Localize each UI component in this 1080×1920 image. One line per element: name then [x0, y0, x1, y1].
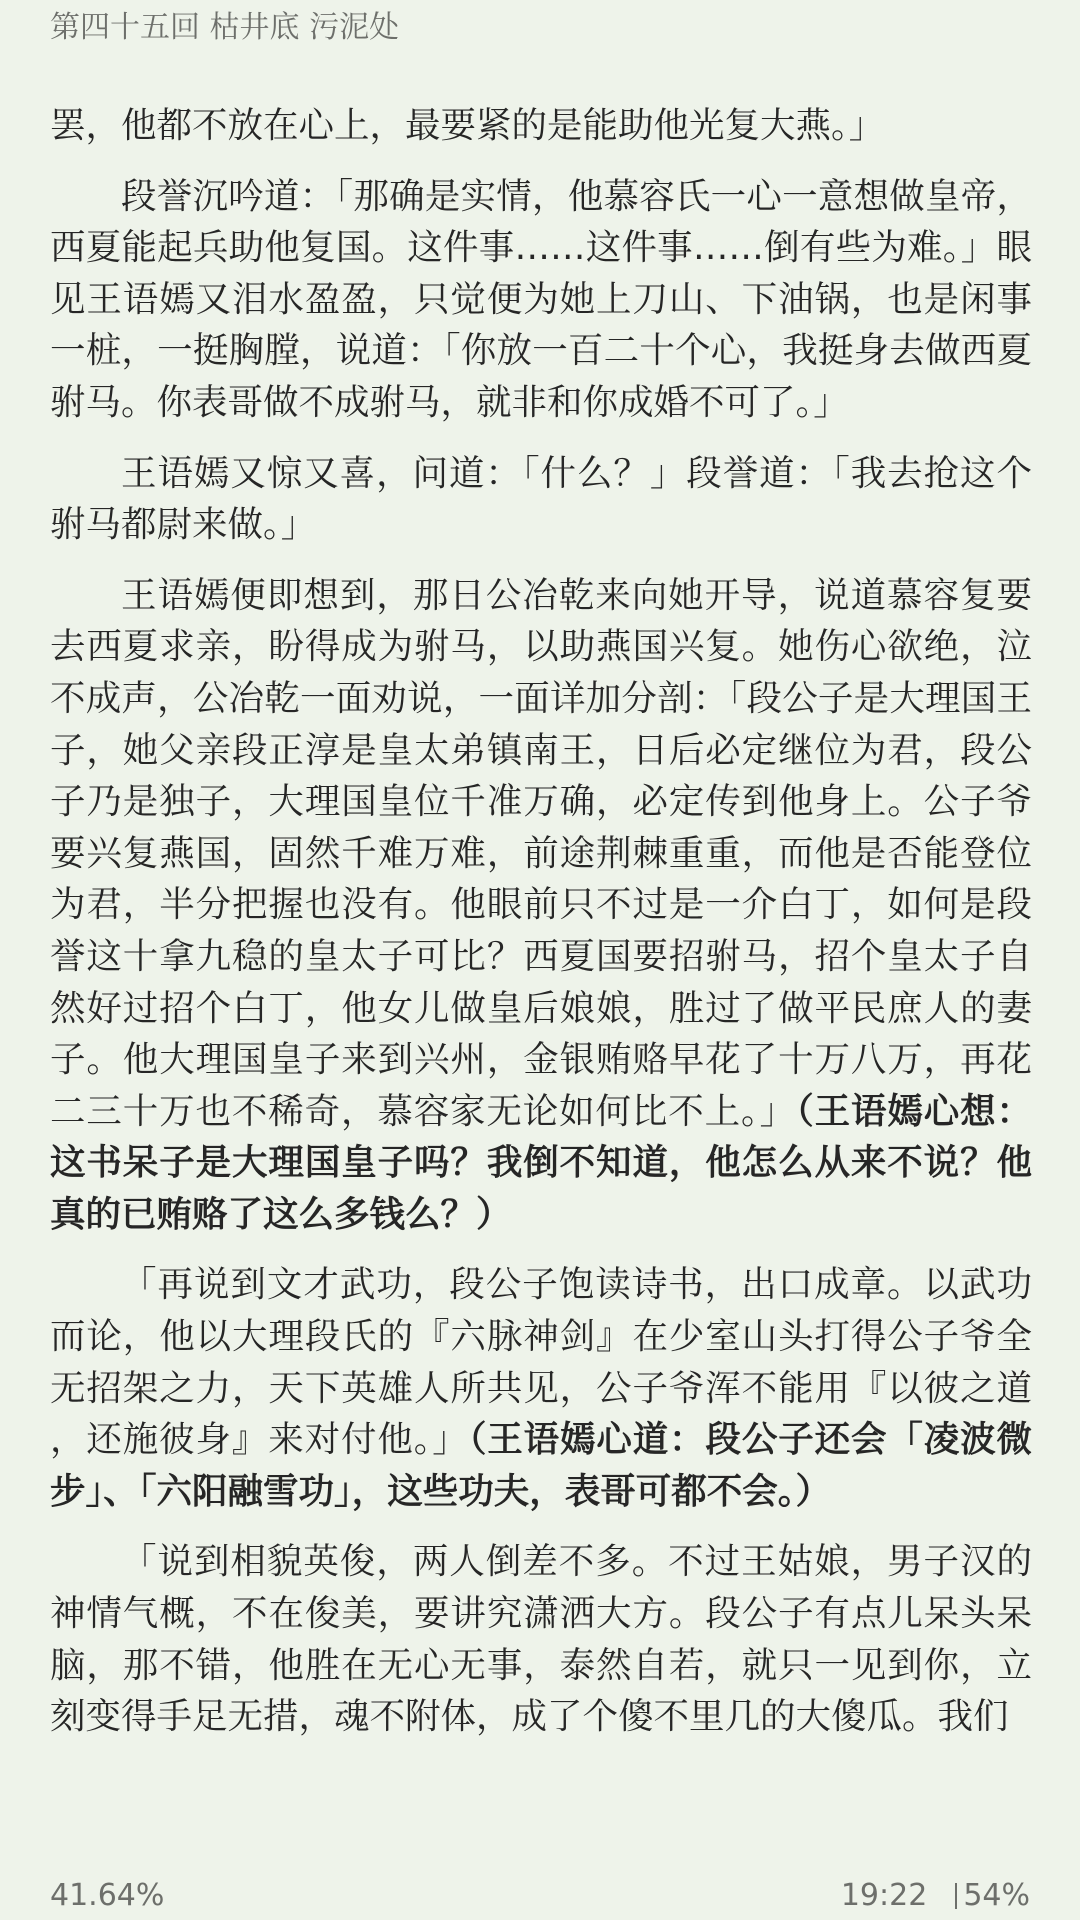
paragraph [50, 1259, 1032, 1517]
paragraph [50, 1536, 1032, 1742]
paragraph [50, 100, 1032, 152]
reader-content[interactable] [50, 100, 1032, 1743]
clock-time: 19:22 [840, 1878, 928, 1913]
reading-progress: 41.64% [50, 1878, 165, 1913]
annotation-text: （王语嫣心道：段公子还会「凌波微步」、「六阳融雪功」，这些功夫，表哥可都不会。） [50, 1419, 1032, 1512]
body-text: 王语嫣又惊又喜，问道：「什么？」段誉道：「我去抢这个驸马都尉来做。」 [50, 452, 1032, 546]
battery-divider-icon [955, 1883, 957, 1909]
status-area [841, 1876, 1030, 1916]
paragraph [50, 448, 1032, 551]
body-text: 「再说到文才武功，段公子饱读诗书，出口成章。以武功而论，他以大理段氏的『六脉神剑』在少室山头打得公子爷全无招架之力，天下英雄人所共见，公子爷浑不能用『以彼之道，还施彼身』来对付他。」 [50, 1264, 1032, 1461]
paragraph [50, 171, 1032, 429]
body-text: 罢，他都不放在心上，最要紧的是能助他光复大燕。」 [50, 105, 885, 146]
body-text: 段誉沉吟道：「那确是实情，他慕容氏一心一意想做皇帝，西夏能起兵助他复国。这件事……这件事……倒有些为难。」眼见王语嫣又泪水盈盈，只觉便为她上刀山、下油锅，也是闲事一桩，一挺胸膛，说道：「你放一百二十个心，我挺身去做西夏驸马。你表哥做不成驸马，就非和你成婚不可了。」 [50, 175, 1032, 423]
annotation-text: （王语嫣心想：这书呆子是大理国皇子吗？我倒不知道，他怎么从来不说？他真的已贿赂了这么多钱么？） [50, 1090, 1032, 1235]
body-text: 「说到相貌英俊，两人倒差不多。不过王姑娘，男子汉的神情气概，不在俊美，要讲究潇洒大方。段公子有点儿呆头呆脑，那不错，他胜在无心无事，泰然自若，就只一见到你，立刻变得手足无措，魂不附体，成了个傻不里几的大傻瓜。我们 [50, 1541, 1032, 1738]
battery-level: 54% [963, 1878, 1030, 1913]
chapter-title: 第四十五回 枯井底 污泥处 [50, 10, 400, 45]
body-text: 王语嫣便即想到，那日公冶乾来向她开导，说道慕容复要去西夏求亲，盼得成为驸马，以助燕国兴复。她伤心欲绝，泣不成声，公冶乾一面劝说，一面详加分剖：「段公子是大理国王子，她父亲段正淳是皇太弟镇南王，日后必定继位为君，段公子乃是独子，大理国皇位千准万确，必定传到他身上。公子爷要兴复燕国，固然千难万难，前途荆棘重重，而他是否能登位为君，半分把握也没有。他眼前只不过是一介白丁，如何是段誉这十拿九稳的皇太子可比？西夏国要招驸马，招个皇太子自然好过招个白丁，他女儿做皇后娘娘，胜过了做平民庶人的妻子。他大理国皇子来到兴州，金银贿赂早花了十万八万，再花二三十万也不稀奇，慕容家无论如何比不上。」 [50, 574, 1032, 1132]
paragraph [50, 570, 1032, 1241]
